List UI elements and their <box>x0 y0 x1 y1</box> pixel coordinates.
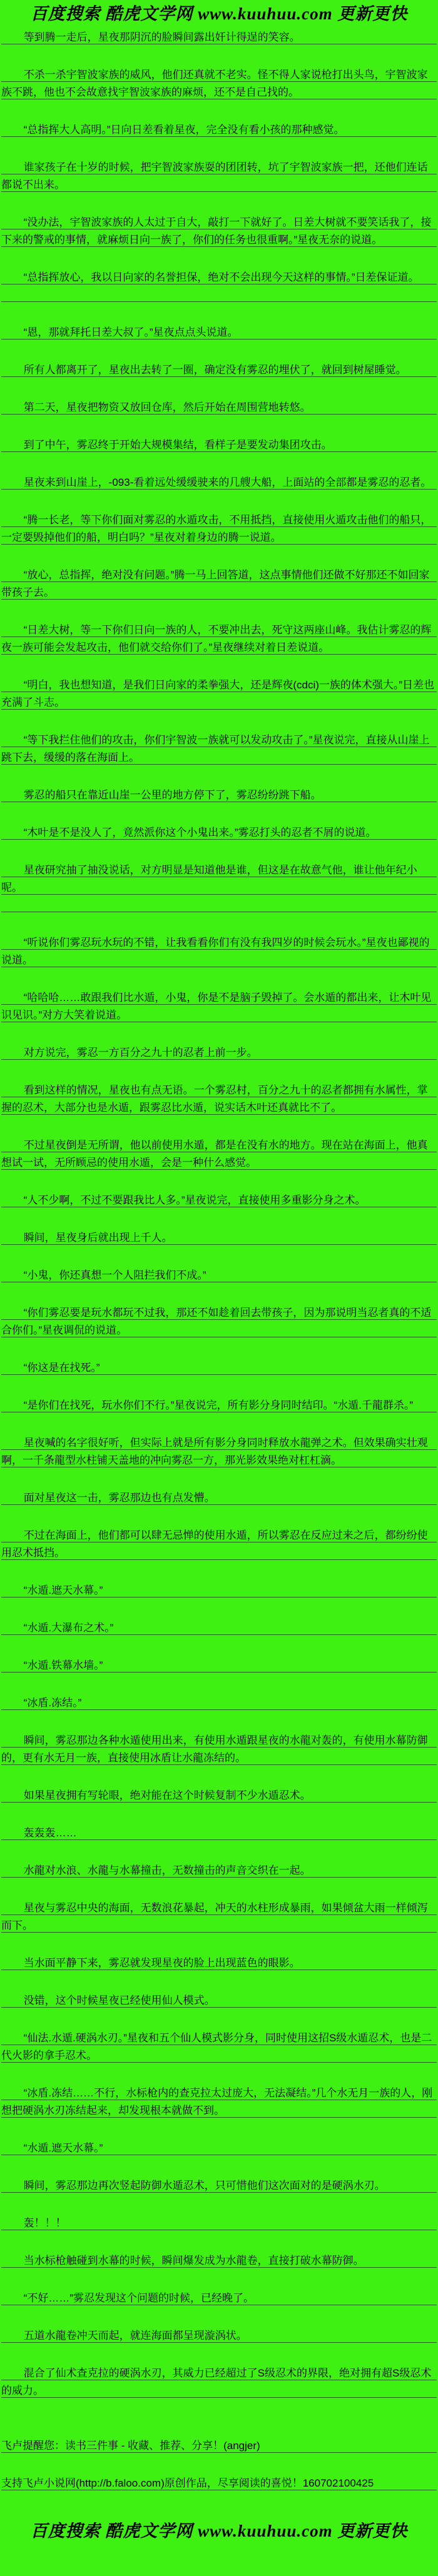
footer-notice-lines <box>1 2420 437 2492</box>
paragraph: 第二天，星夜把物资又放回仓库，然后开始在周围营地转悠。 <box>1 399 437 416</box>
paragraph: 混合了仙术查克拉的硬涡水刃，其威力已经超过了S级忍术的界限，绝对拥有超S级忍术的威力。 <box>1 2365 437 2400</box>
paragraph: 对方说完，雾忍一方百分之九十的忍者上前一步。 <box>1 1044 437 1062</box>
paragraph: 轰！！！ <box>1 2215 437 2232</box>
paragraph: “水遁.遮天水幕。” <box>1 2140 437 2157</box>
paragraph: 星夜喊的名字很好听，但实际上就是所有影分身同时释放水龍弹之术。但效果确实壮观啊，一千条龍型水柱铺天盖地的冲向雾忍一方，那光影效果绝对杠杠滴。 <box>1 1434 437 1469</box>
paragraph: “你这是在找死。” <box>1 1359 437 1377</box>
paragraph: “恩，那就拜托日差大叔了。”星夜点点头说道。 <box>1 324 437 341</box>
paragraph: “总指挥放心，我以日向家的名誉担保，绝对不会出现今天这样的事情。”日差保证道。 <box>1 269 437 304</box>
paragraph: 当水标枪触碰到水幕的时候，瞬间爆发成为水龍卷，直接打破水幕防御。 <box>1 2252 437 2270</box>
paragraph: 不过在海面上，他们都可以肆无忌惮的使用水遁，所以雾忍在反应过来之后，都纷纷使用忍术抵挡。 <box>1 1527 437 1562</box>
paragraph: 瞬间，星夜身后就出现上千人。 <box>1 1229 437 1247</box>
paragraph: “小鬼，你还真想一个人阻拦我们不成。” <box>1 1267 437 1284</box>
paragraph: 雾忍的船只在靠近山崖一公里的地方停下了，雾忍纷纷跳下船。 <box>1 787 437 804</box>
paragraph: 如果星夜拥有写轮眼，绝对能在这个时候复制不少水遁忍术。 <box>1 1787 437 1804</box>
paragraph: “水遁.铁幕水墙。” <box>1 1657 437 1674</box>
paragraph: “人不少啊，不过不要跟我比人多。”星夜说完，直接使用多重影分身之术。 <box>1 1192 437 1209</box>
novel-paragraphs <box>1 26 437 2400</box>
paragraph: 没错，这个时候星夜已经使用仙人模式。 <box>1 1992 437 2010</box>
paragraph: “不好……”雾忍发现这个问题的时候，已经晚了。 <box>1 2290 437 2307</box>
paragraph: 面对星夜这一击，雾忍那边也有点发懵。 <box>1 1489 437 1507</box>
paragraph: 瞬间，雾忍那边再次竖起防御水遁忍术，只可惜他们这次面对的是硬涡水刃。 <box>1 2177 437 2195</box>
paragraph: “放心，总指挥，绝对没有问题。”腾一马上回答道，这点事情他们还做不好那还不如回家带孩子去。 <box>1 566 437 601</box>
paragraph: “等下我拦住他们的攻击，你们宇智波一族就可以发动攻击了。”星夜说完，直接从山崖上跳下去，缓缓的落在海面上。 <box>1 732 437 767</box>
paragraph: 五道水龍卷冲天而起，就连海面都呈现漩涡状。 <box>1 2327 437 2345</box>
paragraph: 瞬间，雾忍那边各种水遁使用出来，有使用水遁跟星夜的水龍对轰的，有使用水幕防御的，更有水无月一族，直接使用冰盾让水龍冻结的。 <box>1 1732 437 1767</box>
paragraph: “明白，我也想知道，是我们日向家的柔拳强大，还是辉夜(cdci)一族的体术强大。”日差也充满了斗志。 <box>1 677 437 712</box>
paragraph: “没办法，宇智波家族的人太过于自大，敲打一下就好了。日差大树就不要笑话我了，接下来的警戒的事情，就麻烦日向一族了，你们的任务也很重啊。”星夜无奈的说道。 <box>1 214 437 249</box>
paragraph: 星夜研究抽了抽没说话，对方明显是知道他是谁，但这是在故意气他，谁让他年纪小呢。 <box>1 862 437 914</box>
paragraph: “冰盾.冻结……不行，水标枪内的查克拉太过庞大，无法凝结。”几个水无月一族的人，刚想把硬涡水刃冻结起来，却发现根本就做不到。 <box>1 2085 437 2120</box>
paragraph: “是你们在找死，玩水你们不行。”星夜说完，所有影分身同时结印。“水遁.千龍群杀。” <box>1 1397 437 1414</box>
footer-banner-link[interactable]: 百度搜索 酷虎文学网 www.kuuhuu.com 更新更快 <box>30 2522 408 2540</box>
paragraph: “你们雾忍要是玩水都玩不过我，那还不如趁着回去带孩子，因为那说明当忍者真的不适合你们。”星夜调侃的说道。 <box>1 1304 437 1339</box>
paragraph: 星夜与雾忍中央的海面，无数浪花暴起，冲天的水柱形成暴雨，如果倾盆大雨一样倾泻而下。 <box>1 1899 437 1935</box>
paragraph: 支持飞卢小说网(http://b.faloo.com)原创作品，尽享阅读的喜悦！160702100425 <box>1 2475 437 2492</box>
paragraph: “哈哈哈……敢跟我们比水遁，小鬼，你是不是脑子毁掉了。会水遁的都出来，让木叶见识见识。”对方大笑着说道。 <box>1 989 437 1024</box>
paragraph: 水龍对水浪、水龍与水幕撞击，无数撞击的声音交织在一起。 <box>1 1862 437 1879</box>
paragraph: 飞卢提醒您：读书三件事 - 收藏、推荐、分享！(angjer) <box>1 2437 437 2455</box>
paragraph: “冰盾.冻结。” <box>1 1694 437 1712</box>
paragraph: “水遁.遮天水幕。” <box>1 1582 437 1599</box>
paragraph: “仙法.水遁.硬涡水刃。”星夜和五个仙人模式影分身，同时使用这招S级水遁忍术，也是二代火影的拿手忍术。 <box>1 2030 437 2065</box>
paragraph: 看到这样的情况，星夜也有点无语。一个雾忍村，百分之九十的忍者都拥有水属性，掌握的忍术，大部分也是水遁，跟雾忍比水遁，说实话木叶还真就比不了。 <box>1 1082 437 1117</box>
paragraph: 不杀一杀宇智波家族的威风，他们还真就不老实。怪不得人家说枪打出头鸟，宇智波家族不跳，他也不会故意找宇智波家族的麻烦，还不是自己找的。 <box>1 66 437 101</box>
paragraph: “听说你们雾忍玩水玩的不错，让我看看你们有没有我四岁的时候会玩水。”星夜也鄙视的说道。 <box>1 934 437 969</box>
paragraph: 所有人都离开了，星夜出去转了一圈，确定没有雾忍的埋伏了，就回到树屋睡觉。 <box>1 361 437 379</box>
paragraph: 不过星夜倒是无所谓，他以前使用水遁，都是在没有水的地方。现在站在海面上，他真想试一试，无所顾忌的使用水遁，会是一种什么感觉。 <box>1 1137 437 1172</box>
paragraph: “水遁.大瀑布之术。” <box>1 1619 437 1637</box>
paragraph: “木叶是不是没人了，竟然派你这个小鬼出来。”雾忍打头的忍者不屑的说道。 <box>1 824 437 842</box>
paragraph: 当水面平静下来，雾忍就发现星夜的脸上出现蓝色的眼影。 <box>1 1955 437 1972</box>
paragraph: 等到腾一走后，星夜那阴沉的脸瞬间露出奸计得逞的笑容。 <box>1 29 437 46</box>
paragraph: “总指挥大人高明。”日向日差看着星夜，完全没有看小孩的那种感觉。 <box>1 121 437 139</box>
header-banner-link[interactable]: 百度搜索 酷虎文学网 www.kuuhuu.com 更新更快 <box>30 4 408 23</box>
paragraph: 星夜来到山崖上，-093-看着远处缓缓驶来的几艘大船，上面站的全部都是雾忍的忍者。 <box>1 474 437 491</box>
paragraph: “日差大树，等一下你们日向一族的人，不要冲出去，死守这两座山峰。我估计雾忍的辉夜一族可能会发起攻击，他们就交给你们了。”星夜继续对着日差说道。 <box>1 621 437 657</box>
paragraph: 谁家孩子在十岁的时候，把宇智波家族耍的团团转，坑了宇智波家族一把，还他们连话都说不出来。 <box>1 159 437 194</box>
paragraph: 轰轰轰…… <box>1 1824 437 1842</box>
paragraph: “腾一长老，等下你们面对雾忍的水遁攻击，不用抵挡，直接使用火遁攻击他们的船只，一定要毁掉他们的船，明白吗？”星夜对着身边的腾一说道。 <box>1 511 437 546</box>
paragraph: 到了中午，雾忍终于开始大规模集结，看样子是要发动集团攻击。 <box>1 436 437 454</box>
